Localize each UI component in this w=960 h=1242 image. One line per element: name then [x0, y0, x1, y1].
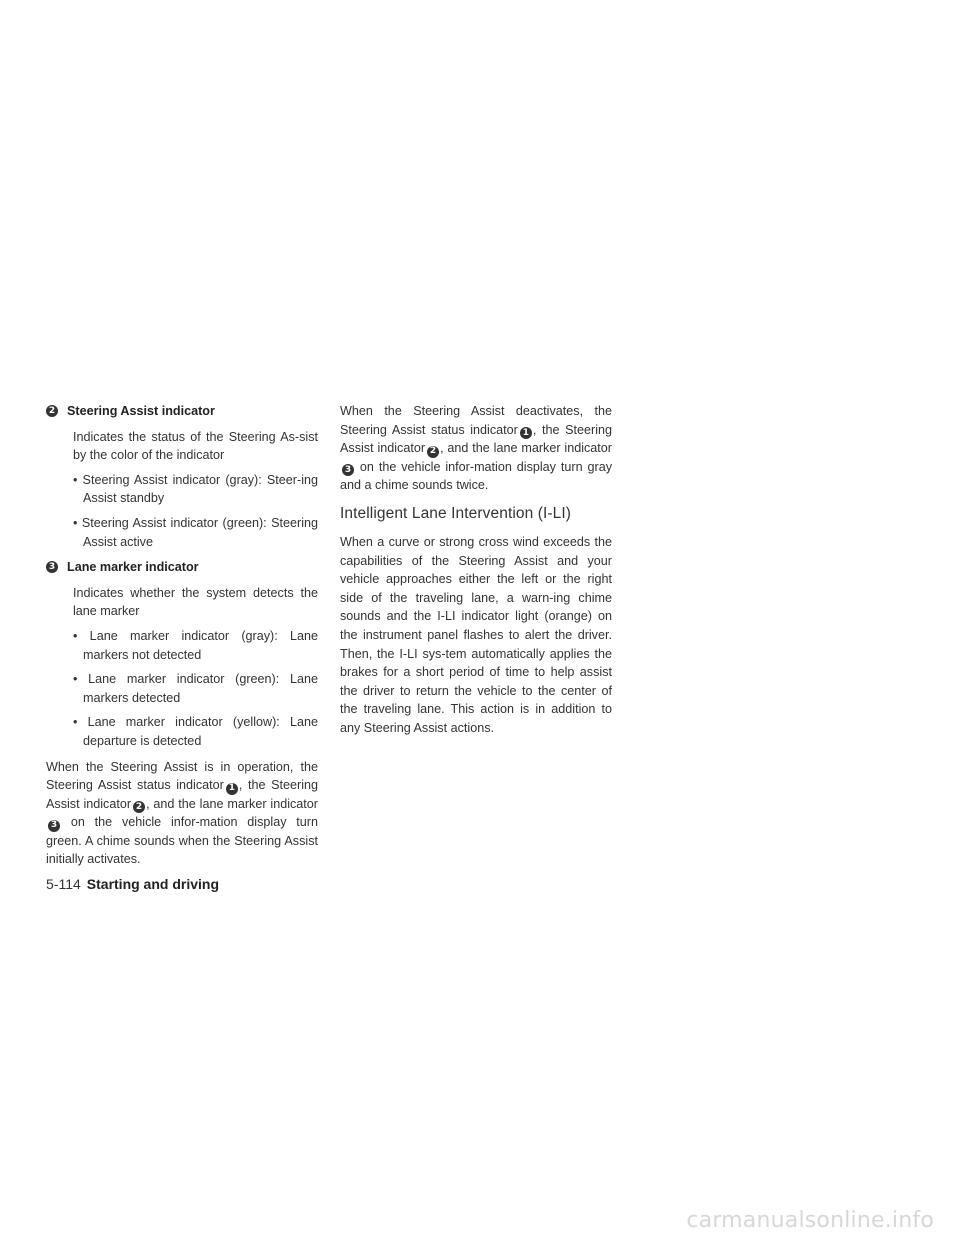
- callout-3-icon: 3: [342, 464, 354, 476]
- bullet-item: • Lane marker indicator (green): Lane markers detected: [73, 672, 318, 705]
- item-description: Indicates whether the system detects the lane marker: [73, 585, 318, 619]
- item-title: Steering Assist indicator: [67, 404, 215, 418]
- bullet-item: • Steering Assist indicator (gray): Steer-ing Assist standby: [73, 472, 318, 506]
- deactivation-paragraph: [340, 402, 612, 495]
- bullet-item: • Steering Assist indicator (green): Steering Assist active: [73, 515, 318, 549]
- i-li-body-paragraph: When a curve or strong cross wind exceeds the capabilities of the Steering Assist and your vehicle approaches either the left or the right side of the traveling lane, a warn-ing chime sounds and the I-LI indicator light (orange) on the instrument panel flashes to alert the driver. Then, the I-LI sys-tem automatically applies the brakes for a short period of time to help assist the driver to return the vehicle to the center of the traveling lane. This action is in addition to any Steering Assist actions.: [340, 534, 612, 735]
- watermark: carmanualsonline.info: [686, 1208, 934, 1233]
- callout-2-icon: 2: [427, 446, 439, 458]
- para-text: , the Steering Assist indicator: [340, 422, 613, 456]
- bullet-item: • Lane marker indicator (gray): Lane markers not detected: [73, 628, 318, 662]
- item-steering-assist-indicator-heading: [46, 402, 318, 421]
- para-text: , and the lane marker indicator: [440, 441, 612, 456]
- para-text: When the Steering Assist deactivates, the Steering Assist status indicator: [340, 404, 612, 437]
- bullet-item: • Lane marker indicator (yellow): Lane departure is detected: [73, 715, 318, 748]
- item-title: Lane marker indicator: [67, 560, 199, 575]
- page-footer: [46, 876, 219, 892]
- right-column: [340, 402, 612, 738]
- para-text: , and the lane marker indicator: [146, 796, 318, 811]
- callout-2-icon: 2: [133, 801, 145, 813]
- para-text: When the Steering Assist is in operation, the Steering Assist status indicator: [46, 759, 318, 793]
- para-text: , the Steering Assist indicator: [46, 778, 319, 811]
- operation-paragraph: [46, 758, 318, 870]
- callout-3-icon: 3: [48, 820, 60, 832]
- item-description: Indicates the status of the Steering As-sist by the color of the indicator: [73, 429, 318, 463]
- section-heading: Intelligent Lane Intervention (I-LI): [340, 504, 572, 522]
- para-text: on the vehicle infor-mation display turn green. A chime sounds when the Steering Assist initially activates.: [46, 815, 319, 867]
- callout-1-icon: 1: [520, 427, 532, 439]
- callout-2-icon: 2: [46, 405, 58, 417]
- callout-3-icon: 3: [46, 561, 58, 573]
- para-text: on the vehicle infor-mation display turn gray and a chime sounds twice.: [340, 459, 613, 493]
- page-number: 5-114: [46, 876, 81, 892]
- callout-1-icon: 1: [226, 783, 238, 795]
- section-title: Starting and driving: [86, 876, 220, 892]
- left-column: [46, 402, 318, 869]
- item-lane-marker-indicator-heading: [46, 558, 318, 577]
